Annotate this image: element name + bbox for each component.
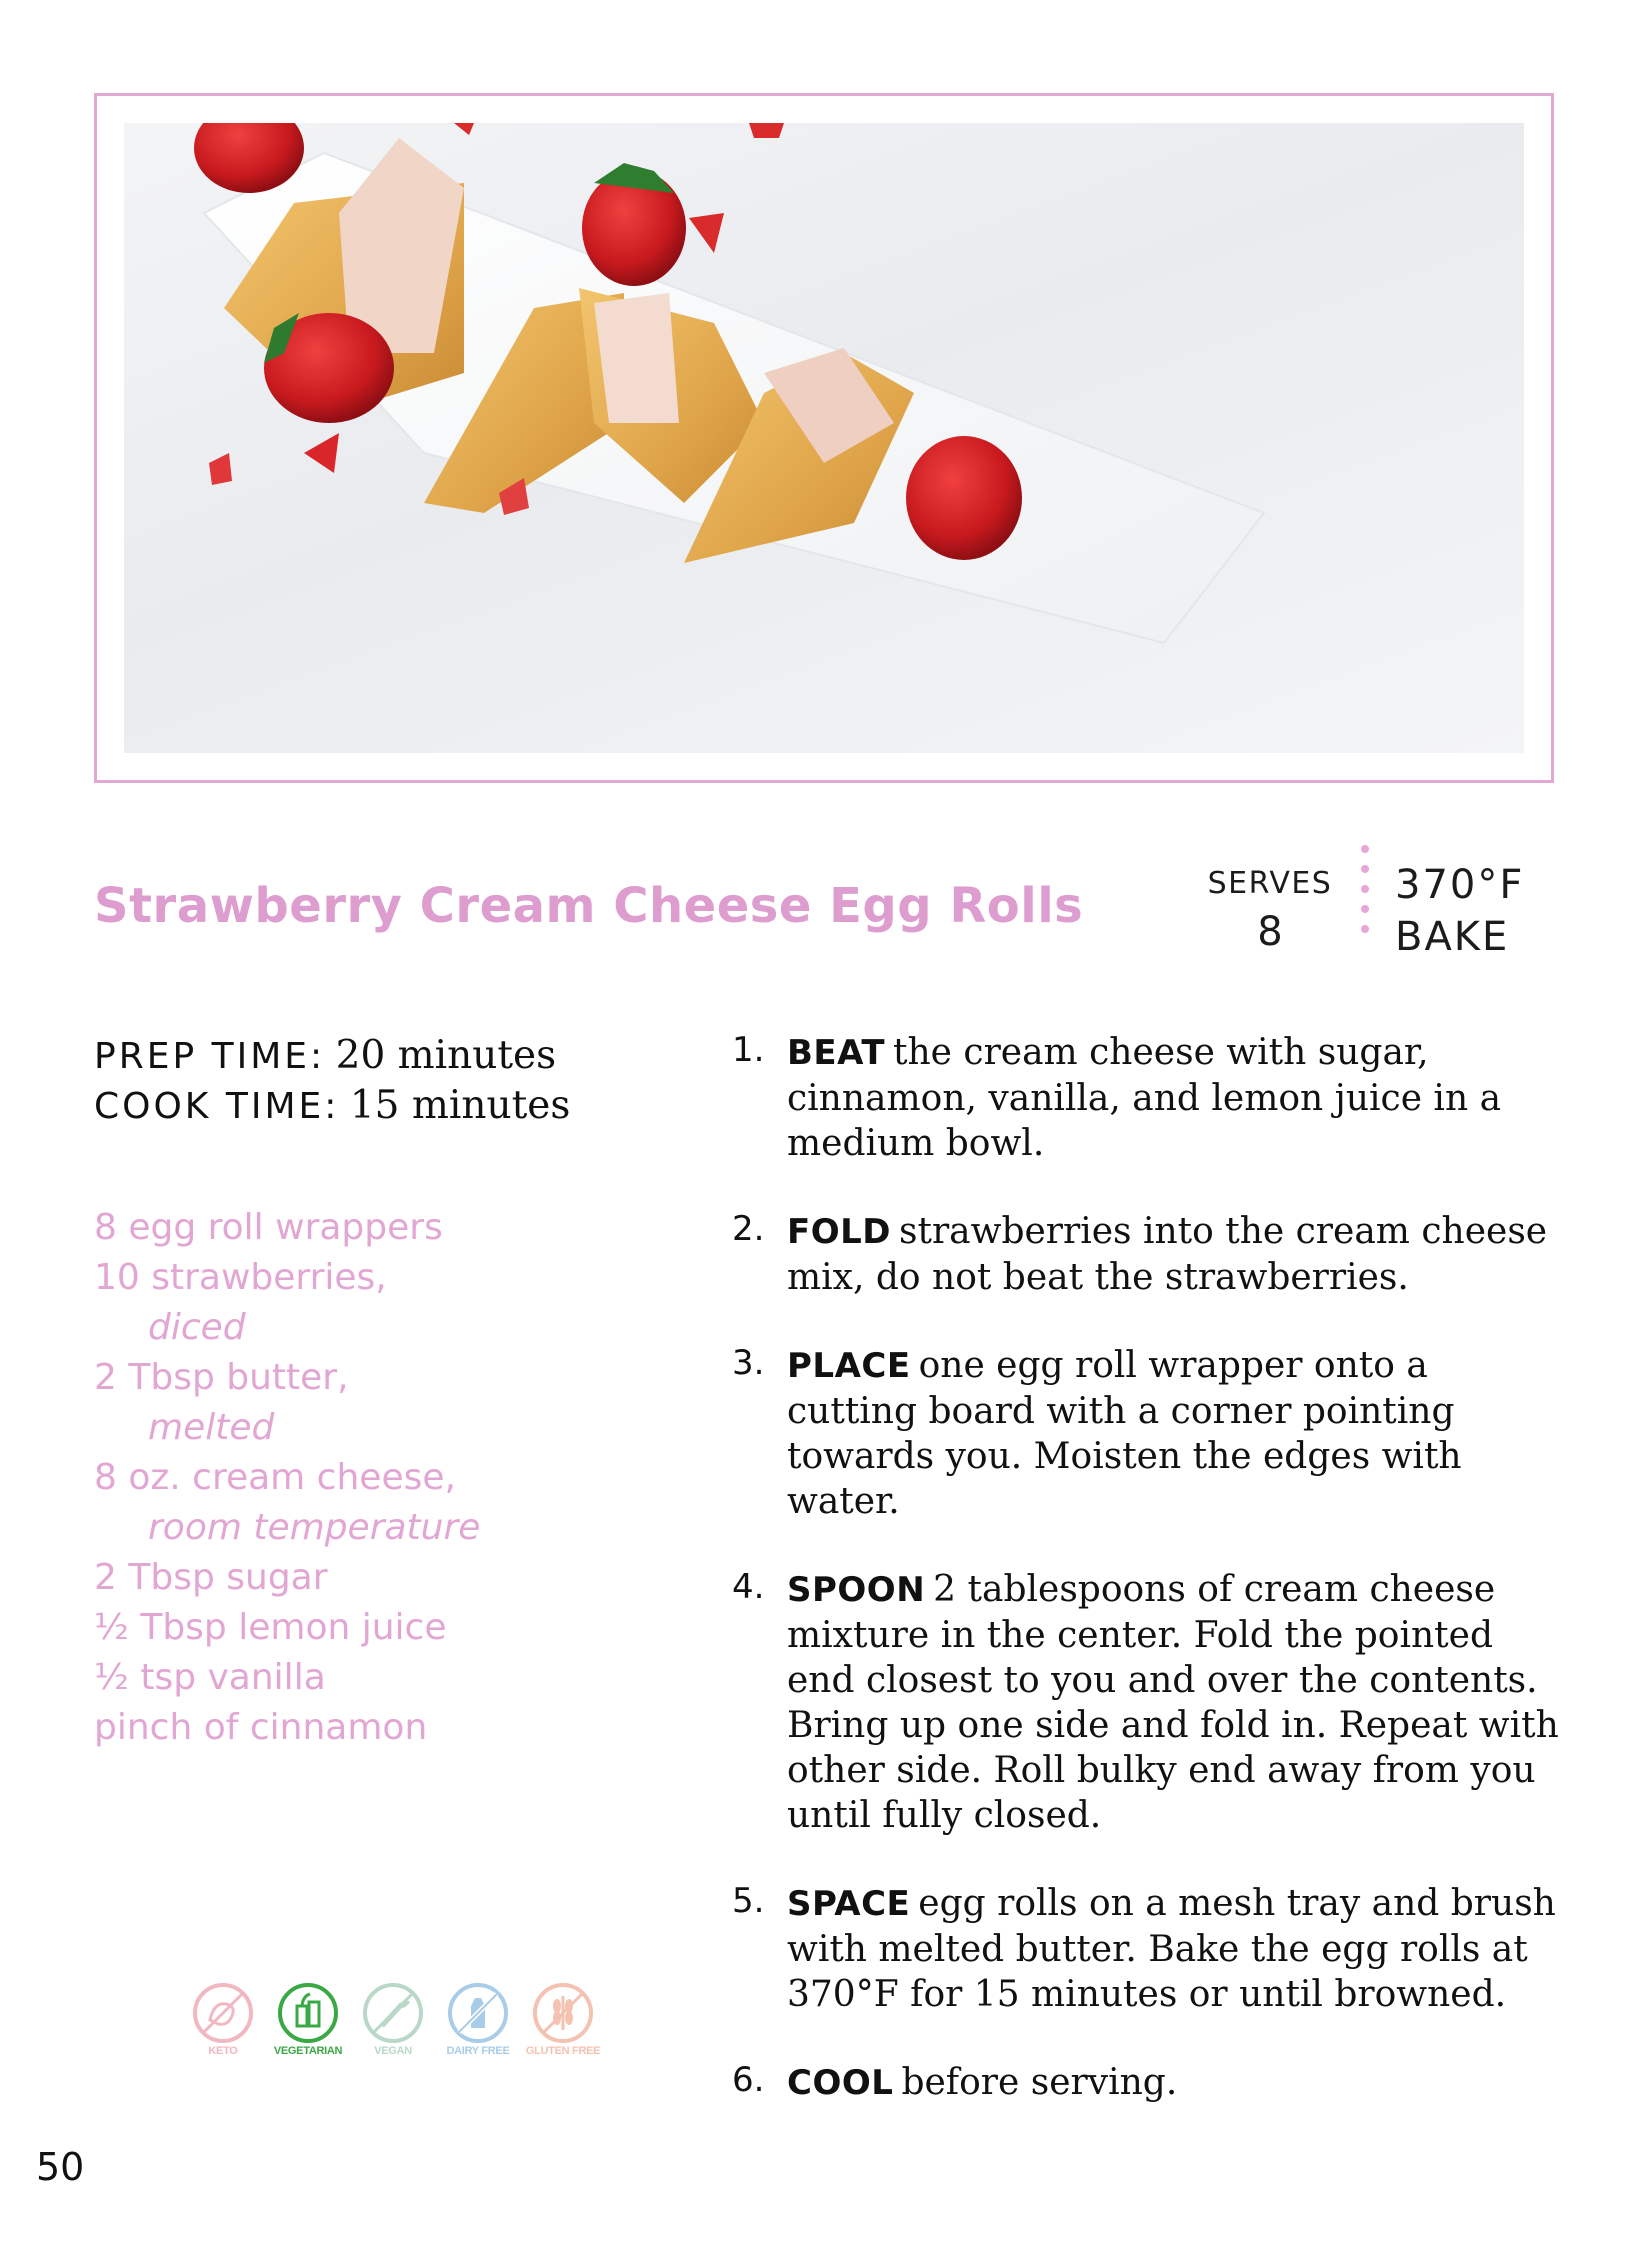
step-item bbox=[732, 1567, 1562, 1838]
diet-badge-gluten-free bbox=[523, 1982, 603, 2057]
diet-badge-vegetarian bbox=[268, 1982, 348, 2057]
step-number: 4. bbox=[732, 1567, 765, 1607]
ingredient-item bbox=[94, 1353, 654, 1453]
diet-label-gluten-free: GLUTEN FREE bbox=[525, 2045, 601, 2057]
ingredient-note: diced bbox=[148, 1307, 246, 1348]
diet-badges bbox=[183, 1982, 603, 2057]
step-text: egg rolls on a mesh tray and brush with melted butter. Bake the egg rolls at 370°F for 15 minutes or until browned. bbox=[787, 1883, 1556, 2015]
ingredient-item bbox=[94, 1653, 654, 1703]
diet-badge-keto bbox=[183, 1982, 263, 2057]
cook-time-value: 15 minutes bbox=[349, 1083, 571, 1128]
ingredient-item bbox=[94, 1553, 654, 1603]
recipe-photo bbox=[124, 123, 1524, 753]
cook-time-label: COOK TIME: bbox=[94, 1086, 340, 1127]
serves-block bbox=[1190, 866, 1350, 955]
ingredient-item bbox=[94, 1253, 654, 1353]
ingredient-text: 2 Tbsp sugar bbox=[94, 1557, 328, 1598]
cook-time-row bbox=[94, 1083, 654, 1133]
step-text: 2 tablespoons of cream cheese mixture in the center. Fold the pointed end closest to you and over the contents. Bring up one side and fold in. Repeat with other side. Roll bulky end away from you until fully closed. bbox=[787, 1569, 1559, 1836]
ingredient-text: pinch of cinnamon bbox=[94, 1707, 428, 1748]
ingredient-text: 8 oz. cream cheese, bbox=[94, 1457, 456, 1498]
ingredient-text: 8 egg roll wrappers bbox=[94, 1207, 443, 1248]
step-text: strawberries into the cream cheese mix, do not beat the strawberries. bbox=[787, 1211, 1548, 1298]
ingredient-item bbox=[94, 1203, 654, 1253]
step-number: 6. bbox=[732, 2060, 765, 2100]
step-number: 3. bbox=[732, 1343, 765, 1383]
temperature-value: 370°F bbox=[1395, 862, 1525, 908]
step-verb: FOLD bbox=[787, 1212, 892, 1252]
diet-badge-dairy-free bbox=[438, 1982, 518, 2057]
ingredient-note: room temperature bbox=[148, 1507, 481, 1548]
recipe-title: Strawberry Cream Cheese Egg Rolls bbox=[94, 878, 1084, 934]
ingredient-list bbox=[94, 1203, 654, 1753]
diet-label-keto: KETO bbox=[208, 2045, 238, 2057]
page-number: 50 bbox=[36, 2145, 85, 2189]
ingredient-item bbox=[94, 1703, 654, 1753]
step-verb: COOL bbox=[787, 2063, 894, 2103]
ingredient-note: melted bbox=[148, 1407, 275, 1448]
temperature-block bbox=[1395, 862, 1595, 960]
dairy-free-icon bbox=[447, 1982, 509, 2044]
ingredient-text: 10 strawberries, bbox=[94, 1257, 387, 1298]
step-item bbox=[732, 1209, 1562, 1300]
vegetarian-icon bbox=[277, 1982, 339, 2044]
egg-rolls-illustration bbox=[124, 123, 1524, 753]
photo-frame bbox=[94, 93, 1554, 783]
step-number: 1. bbox=[732, 1030, 765, 1070]
keto-icon bbox=[192, 1982, 254, 2044]
ingredient-text: ½ Tbsp lemon juice bbox=[94, 1607, 447, 1648]
cook-method: BAKE bbox=[1395, 914, 1510, 960]
diet-badge-vegan bbox=[353, 1982, 433, 2057]
prep-time-row bbox=[94, 1033, 654, 1083]
vegan-icon bbox=[362, 1982, 424, 2044]
times-block bbox=[94, 1033, 654, 1133]
instruction-steps bbox=[732, 1030, 1562, 2106]
step-text: one egg roll wrapper onto a cutting board with a corner pointing towards you. Moisten the edges with water. bbox=[787, 1345, 1462, 1522]
step-number: 2. bbox=[732, 1209, 765, 1249]
diet-label-vegetarian: VEGETARIAN bbox=[273, 2045, 343, 2057]
step-verb: SPACE bbox=[787, 1884, 911, 1924]
ingredient-item bbox=[94, 1603, 654, 1653]
step-item bbox=[732, 1881, 1562, 2017]
serves-value: 8 bbox=[1257, 909, 1283, 955]
step-verb: PLACE bbox=[787, 1346, 911, 1386]
gluten-free-icon bbox=[532, 1982, 594, 2044]
step-verb: BEAT bbox=[787, 1033, 886, 1073]
ingredient-text: 2 Tbsp butter, bbox=[94, 1357, 349, 1398]
step-text: the cream cheese with sugar, cinnamon, vanilla, and lemon juice in a medium bowl. bbox=[787, 1032, 1502, 1164]
prep-time-value: 20 minutes bbox=[335, 1033, 557, 1078]
ingredient-item bbox=[94, 1453, 654, 1553]
step-verb: SPOON bbox=[787, 1570, 926, 1610]
dotted-divider bbox=[1361, 845, 1369, 970]
prep-time-label: PREP TIME: bbox=[94, 1036, 326, 1077]
step-item bbox=[732, 1030, 1562, 1166]
step-item bbox=[732, 1343, 1562, 1524]
diet-label-dairy-free: DAIRY FREE bbox=[446, 2045, 510, 2057]
step-text: before serving. bbox=[901, 2062, 1178, 2103]
step-number: 5. bbox=[732, 1881, 765, 1921]
step-item bbox=[732, 2060, 1562, 2106]
serves-label: SERVES bbox=[1207, 866, 1333, 901]
diet-label-vegan: VEGAN bbox=[374, 2045, 412, 2057]
ingredient-text: ½ tsp vanilla bbox=[94, 1657, 326, 1698]
